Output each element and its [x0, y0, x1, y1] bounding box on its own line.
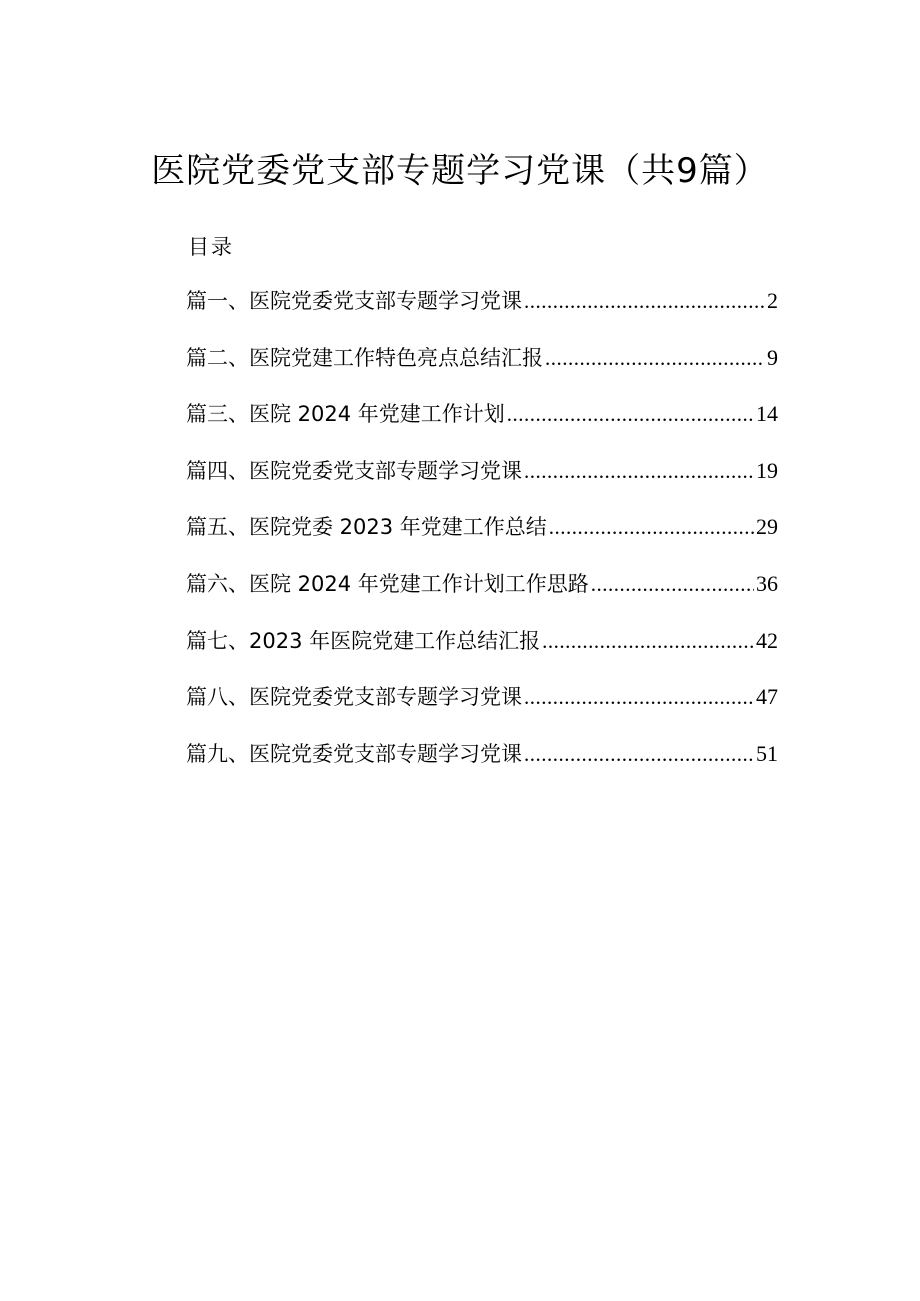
toc-dot-leader	[591, 566, 754, 602]
toc-entry-label: 篇一、医院党委党支部专题学习党课	[186, 289, 522, 313]
toc-dot-leader	[524, 736, 754, 772]
toc-entry-2[interactable]	[186, 340, 778, 397]
toc-entry-label: 篇六、医院 2024 年党建工作计划工作思路	[186, 571, 589, 596]
toc-entry-label: 篇四、医院党委党支部专题学习党课	[186, 458, 522, 483]
toc-entry-4[interactable]	[186, 453, 778, 510]
toc-dot-leader	[507, 396, 754, 432]
toc-entry-1[interactable]	[186, 283, 778, 340]
toc-page-number: 42	[756, 627, 778, 653]
toc-entry-5[interactable]	[186, 509, 778, 566]
toc-dot-leader	[542, 623, 754, 659]
toc-page-number: 9	[767, 344, 778, 370]
toc-page-number: 14	[756, 401, 778, 427]
toc-entry-9[interactable]	[186, 736, 778, 793]
toc-entry-label: 篇九、医院党委党支部专题学习党课	[186, 741, 522, 766]
toc-page-number: 47	[756, 684, 778, 710]
toc-dot-leader	[545, 340, 765, 376]
toc-dot-leader	[524, 453, 754, 489]
toc-entry-label: 篇三、医院 2024 年党建工作计划	[186, 402, 505, 427]
toc-page-number: 2	[767, 288, 778, 313]
toc-dot-leader	[524, 679, 754, 715]
toc-page-number: 19	[756, 457, 778, 483]
toc-heading: 目录	[188, 235, 234, 259]
toc-dot-leader	[524, 283, 765, 319]
toc-page-number: 36	[756, 570, 778, 596]
table-of-contents	[186, 283, 778, 792]
toc-page-number: 51	[756, 740, 778, 766]
toc-entry-label: 篇七、2023 年医院党建工作总结汇报	[186, 628, 541, 653]
toc-entry-7[interactable]	[186, 623, 778, 680]
document-title: 医院党委党支部专题学习党课（共9篇）	[151, 151, 769, 191]
toc-entry-label: 篇二、医院党建工作特色亮点总结汇报	[186, 345, 543, 370]
toc-dot-leader	[549, 509, 754, 545]
toc-entry-label: 篇五、医院党委 2023 年党建工作总结	[186, 515, 547, 540]
toc-entry-label: 篇八、医院党委党支部专题学习党课	[186, 685, 522, 710]
toc-entry-3[interactable]	[186, 396, 778, 453]
toc-entry-8[interactable]	[186, 679, 778, 736]
toc-page-number: 29	[756, 514, 778, 540]
toc-entry-6[interactable]	[186, 566, 778, 623]
